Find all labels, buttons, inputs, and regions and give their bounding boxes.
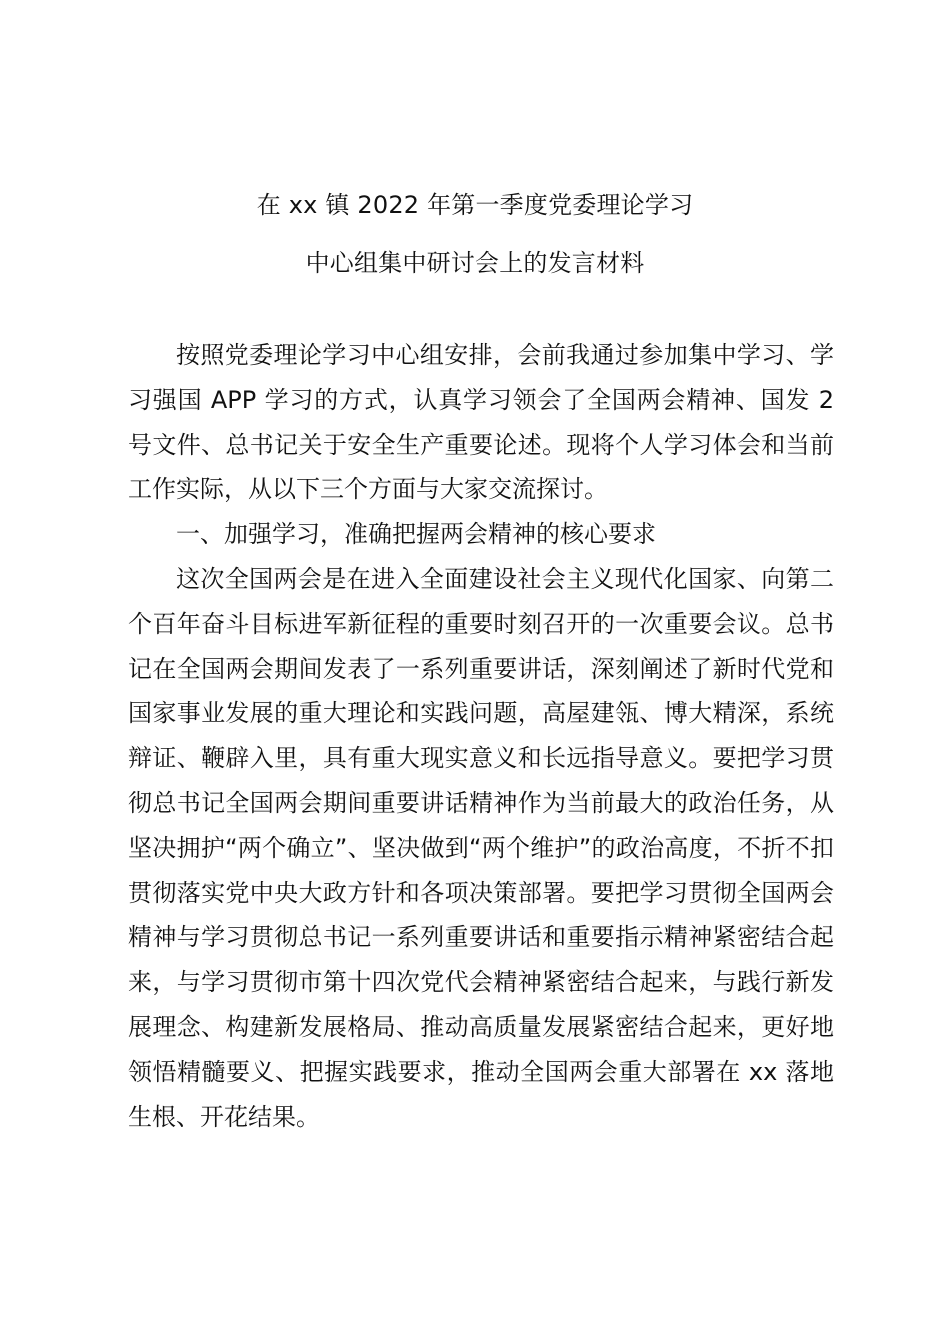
title-line-2: 中心组集中研讨会上的发言材料 — [305, 249, 645, 277]
section-heading-1: 一、加强学习，准确把握两会精神的核心要求 — [176, 520, 656, 549]
document-body — [128, 333, 834, 1139]
title-line-1: 在 xx 镇 2022 年第一季度党委理论学习 — [256, 191, 694, 219]
document-title — [0, 185, 950, 301]
body-paragraph: 这次全国两会是在进入全面建设社会主义现代化国家、向第二个百年奋斗目标进军新征程的重要时刻召开的一次重要会议。总书记在全国两会期间发表了一系列重要讲话，深刻阐述了新时代党和国家事业发展的重大理论和实践问题，高屋建瓴、博大精深，系统辩证、鞭辟入里，具有重大现实意义和长远指导意义。要把学习贯彻总书记全国两会期间重要讲话精神作为当前最大的政治任务，从坚决拥护“两个确立”、坚决做到“两个维护”的政治高度，不折不扣贯彻落实党中央大政方针和各项决策部署。要把学习贯彻全国两会精神与学习贯彻总书记一系列重要讲话和重要指示精神紧密结合起来，与学习贯彻市第十四次党代会精神紧密结合起来，与践行新发展理念、构建新发展格局、推动高质量发展紧密结合起来，更好地领悟精髓要义、把握实践要求，推动全国两会重大部署在 xx 落地生根、开花结果。 — [128, 564, 834, 1131]
intro-paragraph: 按照党委理论学习中心组安排，会前我通过参加集中学习、学习强国 APP 学习的方式，认真学习领会了全国两会精神、国发 2 号文件、总书记关于安全生产重要论述。现将个人学习体会和当前工作实际，从以下三个方面与大家交流探讨。 — [128, 341, 834, 504]
